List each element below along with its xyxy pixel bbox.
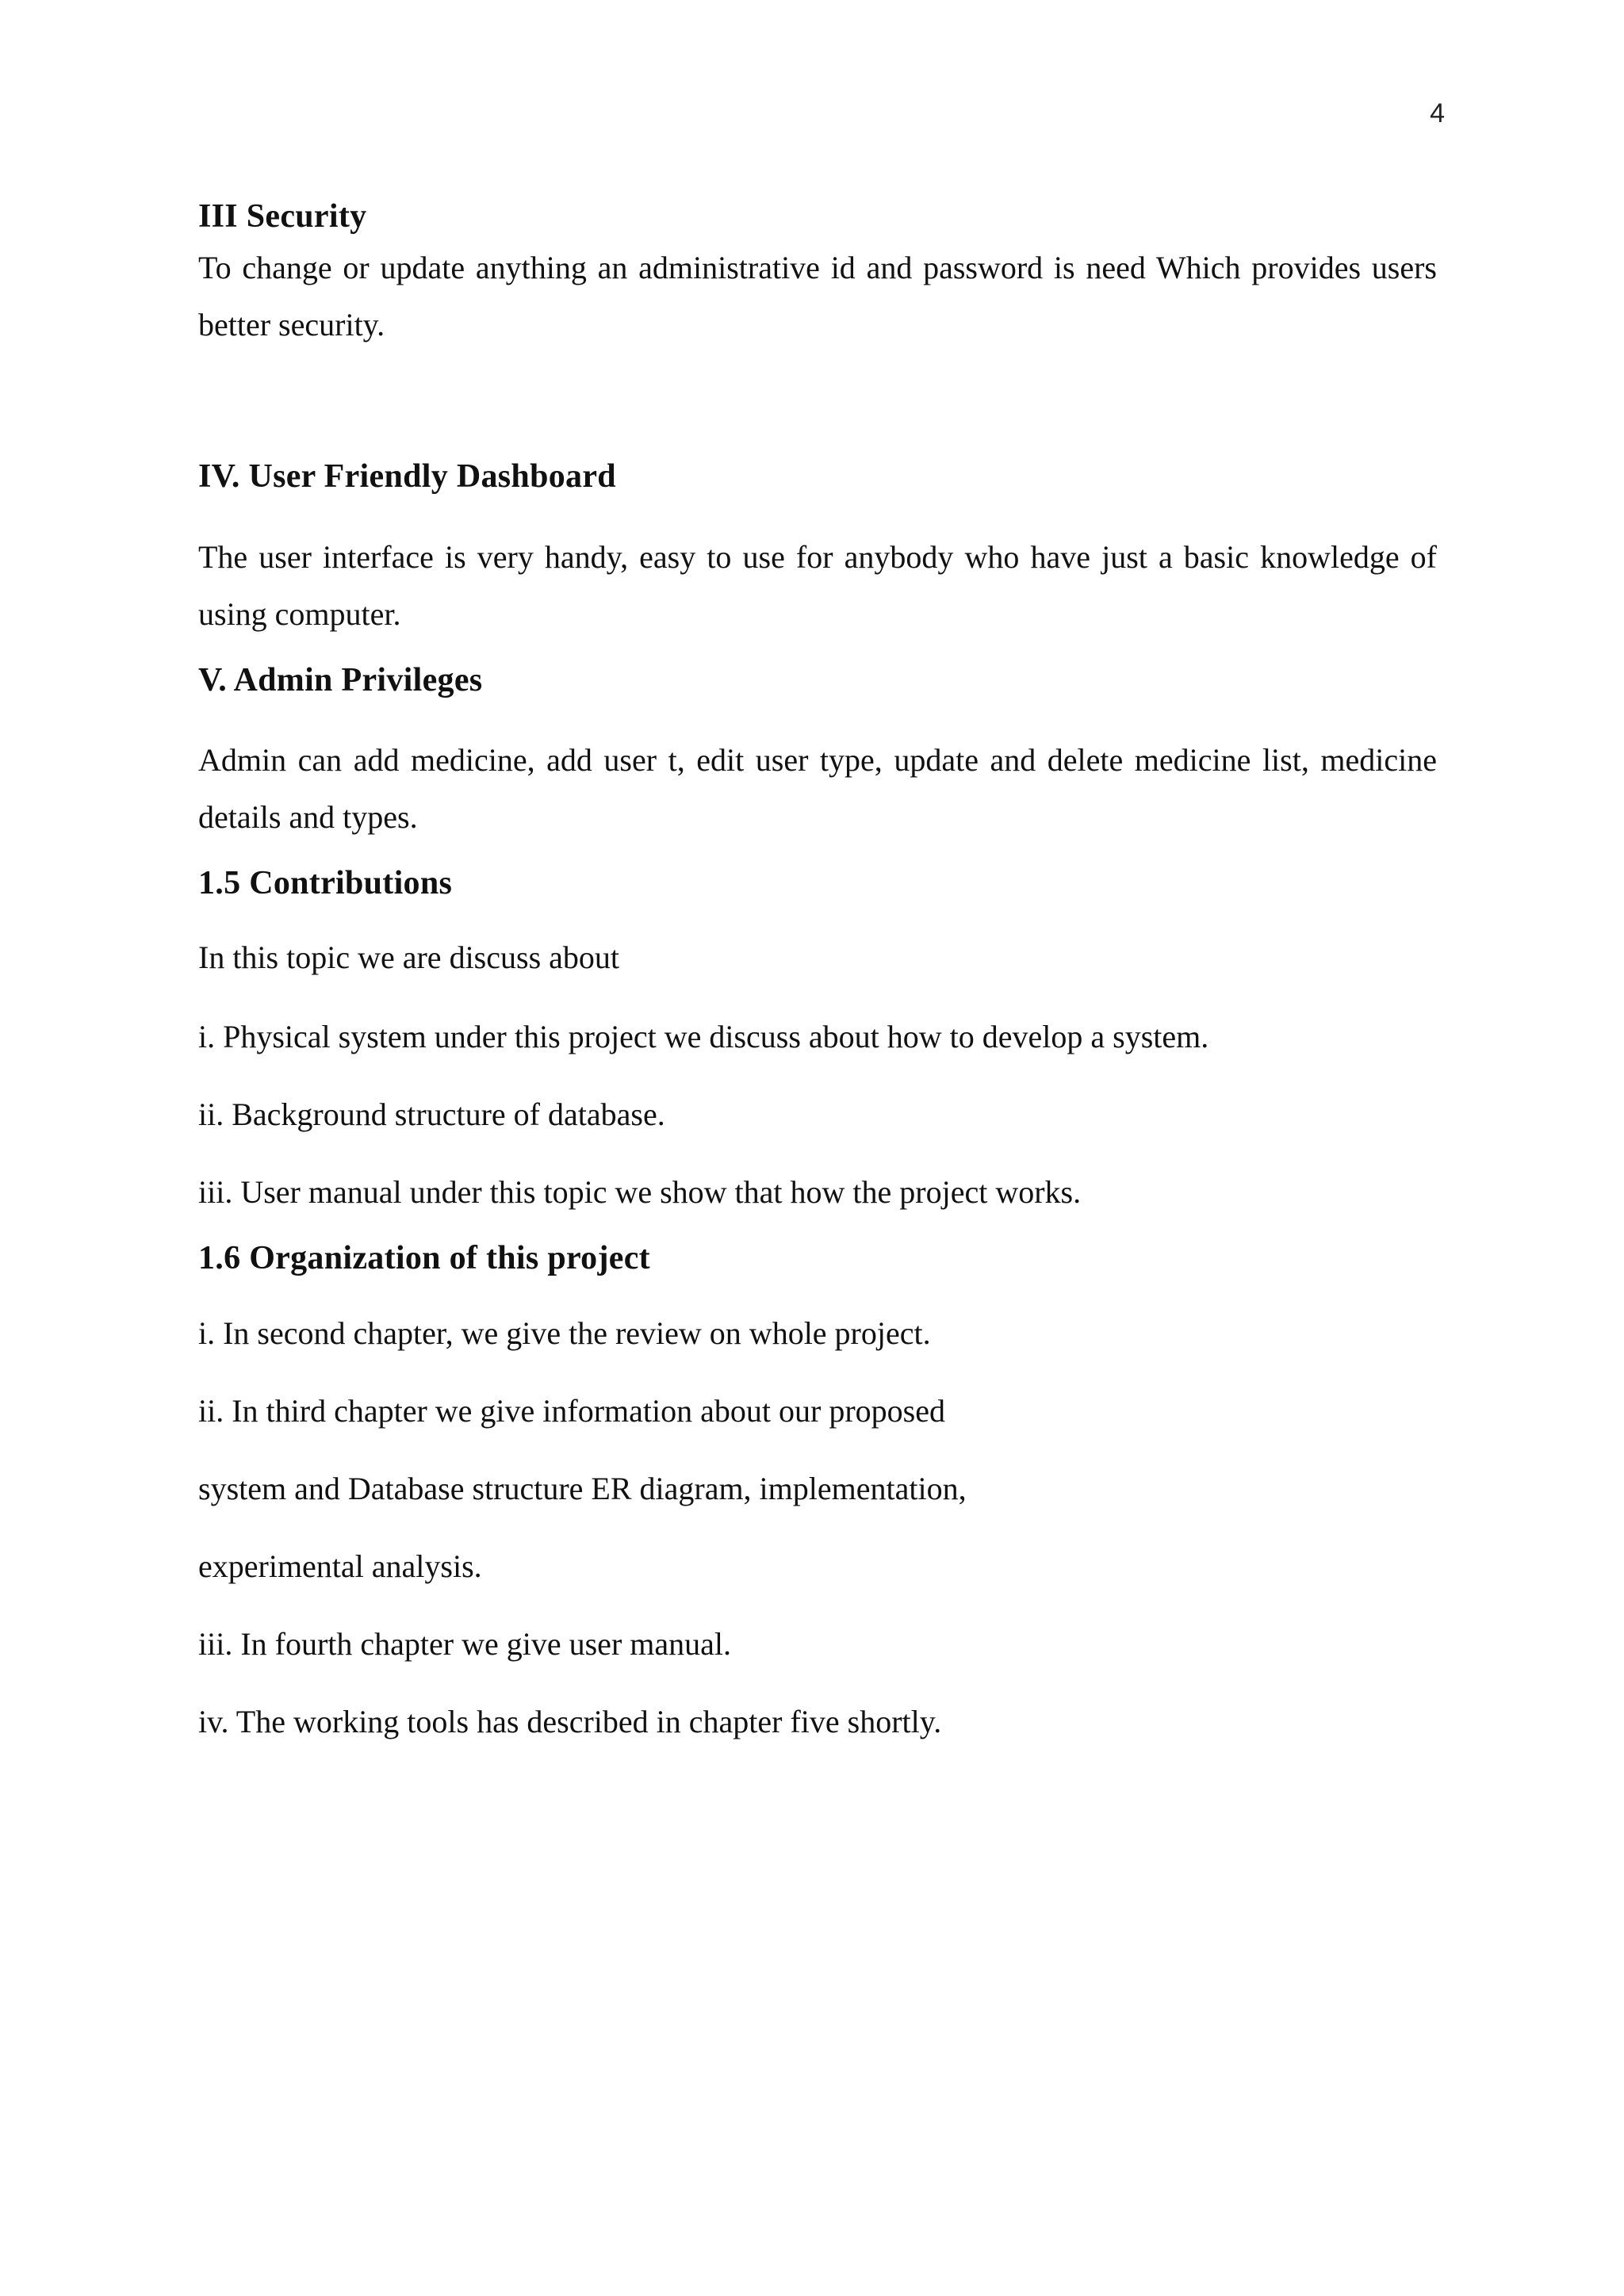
- list-item-organization: iii. In fourth chapter we give user manual.: [198, 1625, 731, 1662]
- section-contributions: [198, 863, 1437, 1220]
- list-item-organization: experimental analysis.: [198, 1548, 482, 1584]
- heading-admin-privileges: V. Admin Privileges: [198, 661, 483, 698]
- paragraph-user-friendly-dashboard: The user interface is very handy, easy to use for anybody who have just a basic knowledge of using computer.: [198, 538, 1437, 632]
- heading-user-friendly-dashboard: IV. User Friendly Dashboard: [198, 458, 616, 496]
- list-item-contribution: i. Physical system under this project we discuss about how to develop a system.: [198, 1018, 1209, 1054]
- list-item-organization: iv. The working tools has described in chapter five shortly.: [198, 1703, 942, 1739]
- heading-contributions: 1.5 Contributions: [198, 865, 453, 902]
- list-item-contribution: iii. User manual under this topic we show that how the project works.: [198, 1173, 1082, 1210]
- heading-security: III Security: [198, 198, 367, 235]
- list-item-contribution: ii. Background structure of database.: [198, 1096, 665, 1132]
- section-organization: [198, 1238, 1437, 1751]
- list-item-organization: ii. In third chapter we give information about our proposed: [198, 1392, 945, 1429]
- paragraph-admin-privileges: Admin can add medicine, add user t, edit user type, update and delete medicine list, medicine details and types.: [198, 742, 1437, 836]
- section-security: [198, 197, 1437, 354]
- paragraph-contributions-intro: In this topic we are discuss about: [198, 939, 619, 975]
- section-admin-privileges: [198, 660, 1437, 846]
- document-body: [198, 197, 1437, 1751]
- heading-organization: 1.6 Organization of this project: [198, 1239, 650, 1276]
- list-item-organization: system and Database structure ER diagram, implementation,: [198, 1470, 967, 1506]
- paragraph-security: To change or update anything an administrative id and password is need Which provides users better security.: [198, 250, 1437, 343]
- section-user-friendly-dashboard: [198, 457, 1437, 642]
- list-item-organization: i. In second chapter, we give the review on whole project.: [198, 1314, 931, 1351]
- page-number: 4: [1430, 98, 1445, 128]
